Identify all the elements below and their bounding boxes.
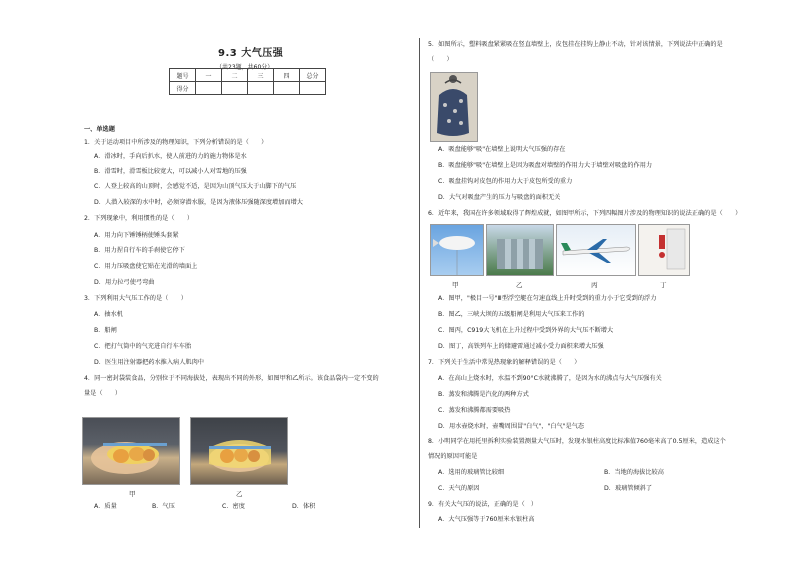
- score-cell[interactable]: [222, 82, 248, 95]
- q6-option-a[interactable]: A．图甲，"极目一号"Ⅲ型浮空艇在匀速直线上升时受到的重力小于它受到的浮力: [438, 295, 657, 302]
- q3-option-a[interactable]: A．抽水机: [94, 311, 123, 318]
- q2-option-c[interactable]: C．用力压吸盘使它贴在光滑的墙面上: [94, 263, 198, 270]
- q4-caption-yi: 乙: [236, 490, 243, 498]
- score-header-cell: 题号: [170, 69, 196, 82]
- q5-option-b[interactable]: B．吸盘能够"吸"在墙壁上是因为吸盘对墙壁的作用力大于墙壁对吸盘的作用力: [438, 162, 653, 169]
- q6-caption-bing: 丙: [591, 281, 598, 289]
- q4-caption-jia: 甲: [129, 490, 136, 498]
- q1-option-d[interactable]: D．人潜入较深的水中时，必须穿潜水服，是因为液体压强随深度增加而增大: [94, 199, 303, 206]
- q3-option-d[interactable]: D．医生用注射器把药水推入病人肌肉中: [94, 359, 204, 366]
- q8-option-b[interactable]: B．当地的海拔比较高: [604, 469, 664, 476]
- q9-stem: 9．有关大气压的说法，正确的是（ ）: [428, 501, 538, 508]
- q7-option-b[interactable]: B．蒸发和沸腾是汽化的两种方式: [438, 391, 529, 398]
- score-cell[interactable]: [300, 82, 326, 95]
- score-cell[interactable]: [196, 82, 222, 95]
- handbag-photo: [430, 72, 478, 142]
- q6-option-b[interactable]: B．图乙，三峡大坝的五级船闸是利用大气压来工作的: [438, 311, 585, 318]
- score-row-label: 得分: [170, 82, 196, 95]
- q4-option-c[interactable]: C．密度: [222, 503, 245, 510]
- q4-stem-line1: 4．同一密封袋装食品，分别位于不同海拔处，表现出不同的外形，如图甲和乙所示。该食品袋内一定不变的: [84, 375, 379, 382]
- q8-stem-line1: 8．小明同学在用托里拆利实验装置测量大气压时，发现水银柱高度比标准值760毫米高了0.5厘米，造成这个: [428, 438, 726, 445]
- q6-stem: 6．近年来，我国在许多领域取得了辉煌成就，如图甲所示，下列四幅图片涉及的物理知识的说法正确的是（ ）: [428, 210, 742, 217]
- q1-stem: 1．关于运动项目中所涉及的物理知识，下列分析错误的是（ ）: [84, 139, 268, 146]
- train-window-photo: [638, 224, 690, 276]
- q7-stem: 7．下列关于生活中常见热现象的解释错误的是（ ）: [428, 359, 581, 366]
- q2-option-a[interactable]: A．用力向下锤锤柄使锤头套紧: [94, 232, 179, 239]
- q8-option-a[interactable]: A．选用的玻璃管比较细: [438, 469, 505, 476]
- q8-option-c[interactable]: C．天气的原因: [438, 485, 480, 492]
- page-title: 9.3 大气压强: [218, 48, 284, 59]
- q4-option-b[interactable]: B．气压: [152, 503, 175, 510]
- q7-option-c[interactable]: C．蒸发和沸腾都需要吸热: [438, 407, 511, 414]
- q2-stem: 2．下列现象中，利用惯性的是（ ）: [84, 215, 194, 222]
- q9-option-a[interactable]: A．大气压强等于760厘米水银柱高: [438, 516, 535, 523]
- q6-option-c[interactable]: C．图丙，C919大飞机在上升过程中受到外界的大气压不断增大: [438, 327, 614, 334]
- score-header-cell: 四: [274, 69, 300, 82]
- q6-caption-yi: 乙: [516, 281, 523, 289]
- q6-caption-ding: 丁: [660, 281, 667, 289]
- section-heading: 一、单选题: [84, 126, 115, 133]
- q1-option-b[interactable]: B．滑雪时，滑雪板比较宽大，可以减小人对雪地的压强: [94, 168, 247, 175]
- score-header-cell: 一: [196, 69, 222, 82]
- q6-option-d[interactable]: D．图丁，高铁列车上的储避雷通过减小受力面积来增大压强: [438, 343, 604, 350]
- score-cell[interactable]: [274, 82, 300, 95]
- q3-option-c[interactable]: C．把打气筒中的气充进自行车车胎: [94, 343, 192, 350]
- q5-option-d[interactable]: D．大气对吸盘产生的压力与吸盘的面积无关: [438, 194, 561, 201]
- q2-option-b[interactable]: B．用力捏自行车的手刹使它停下: [94, 247, 185, 254]
- airship-photo: [430, 224, 484, 276]
- q2-option-d[interactable]: D．用力拉弓使弓弯曲: [94, 279, 155, 286]
- q3-stem: 3．下列利用大气压工作的是（ ）: [84, 295, 187, 302]
- score-header-cell: 总分: [300, 69, 326, 82]
- q4-stem-line2: 量是（ ）: [84, 390, 122, 397]
- q8-stem-line2: 情况的原因可能是: [428, 453, 478, 460]
- page-subtitle: （共23题，共60分）: [216, 64, 274, 71]
- q1-option-a[interactable]: A．滑冰时，手向后扒水，使人前进的力的施力物体是水: [94, 153, 247, 160]
- airplane-photo: [556, 224, 636, 276]
- score-header-cell: 二: [222, 69, 248, 82]
- q5-option-a[interactable]: A．吸盘能够"吸"在墙壁上说明大气压强的存在: [438, 146, 566, 153]
- q4-option-d[interactable]: D．体积: [292, 503, 316, 510]
- dam-photo: [486, 224, 554, 276]
- q5-option-c[interactable]: C．吸盘挂钩对皮包的作用力大于皮包所受的重力: [438, 178, 573, 185]
- q7-option-d[interactable]: D．用水壶烧水时，壶嘴周围冒"白气"，"白气"是气态: [438, 423, 585, 430]
- food-bag-photo-yi: [190, 417, 288, 485]
- q3-option-b[interactable]: B．船闸: [94, 327, 117, 334]
- q6-caption-jia: 甲: [452, 281, 459, 289]
- score-table: [169, 68, 326, 95]
- column-divider: [419, 38, 420, 528]
- q4-option-a[interactable]: A．质量: [94, 503, 117, 510]
- q1-option-c[interactable]: C．人登上较高的山顶时，会感觉不适，是因为山顶气压大于山脚下的气压: [94, 183, 297, 190]
- score-cell[interactable]: [248, 82, 274, 95]
- q5-stem-line2: （ ）: [428, 56, 453, 63]
- food-bag-photo-jia: [82, 417, 180, 485]
- q8-option-d[interactable]: D．玻璃管倾斜了: [604, 485, 653, 492]
- q5-stem-line1: 5．如图所示，塑料吸盘紧紧吸在竖直墙壁上，皮包挂在挂钩上静止不动，针对该情景，下列说法中正确的是: [428, 41, 723, 48]
- score-header-cell: 三: [248, 69, 274, 82]
- q7-option-a[interactable]: A．在高山上烧水时，水温不到90°C水就沸腾了，是因为水的沸点与大气压强有关: [438, 375, 662, 382]
